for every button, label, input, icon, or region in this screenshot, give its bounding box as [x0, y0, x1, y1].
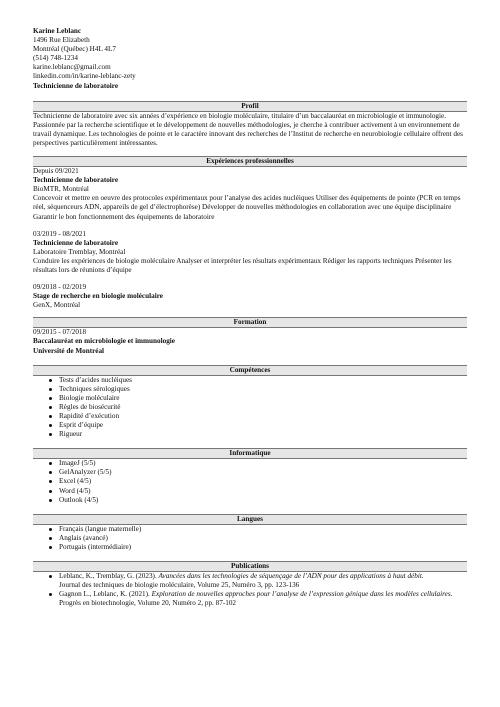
experience-dates: 09/2018 - 02/2019	[33, 283, 87, 292]
candidate-name: Karine Leblanc	[33, 27, 82, 35]
skill-item: Rigueur	[49, 430, 467, 439]
publication-journal: Journal des techniques de biologie moléculaire, Volume 25, Numéro 3, pp. 123-136	[59, 581, 300, 590]
section-header-profile: Profil	[33, 101, 467, 112]
publication-title: Exploration de nouvelles approches pour l’analyse de l’expression génique dans les modèles cellulaires.	[151, 590, 453, 599]
publication-item	[49, 572, 467, 590]
skill-item: Techniques sérologiques	[49, 385, 467, 394]
skill-item: Règles de biosécurité	[49, 403, 467, 412]
skill-item: Rapidité d’exécution	[49, 412, 467, 421]
section-header-languages: Langues	[33, 514, 467, 525]
skill-item: Biologie moléculaire	[49, 394, 467, 403]
address-line: 1496 Rue Elizabeth	[33, 36, 90, 45]
section-header-publications: Publications	[33, 561, 467, 572]
it-item: Word (4/5)	[49, 487, 467, 496]
experience-dates: Depuis 09/2021	[33, 167, 79, 176]
publications-list	[33, 572, 467, 608]
language-item: Anglais (avancé)	[49, 534, 467, 543]
publication-journal: Progrès en biotechnologie, Volume 20, Numéro 2, pp. 87-102	[59, 599, 237, 608]
publication-title: Avancées dans les technologies de séquençage de l’ADN pour des applications à haut débit.	[158, 572, 424, 581]
languages-list	[33, 525, 467, 552]
it-item: Outlook (4/5)	[49, 496, 467, 505]
education-degree: Baccalauréat en microbiologie et immunologie	[33, 337, 175, 346]
it-item: GelAnalyzer (5/5)	[49, 468, 467, 477]
skill-item: Esprit d’équipe	[49, 421, 467, 430]
publication-authors: Leblanc, K., Tremblay, G. (2023).	[59, 572, 157, 581]
education-school: Université de Montréal	[33, 346, 105, 355]
section-header-education: Formation	[33, 317, 467, 328]
language-item: Portugais (intermédiaire)	[49, 543, 467, 552]
phone: (514) 748-1234	[33, 54, 78, 63]
experience-description: Concevoir et mettre en oeuvre des protocoles expérimentaux pour l’analyse des acides nucléiques Utiliser des équipements de pointe (PCR en temps réel, séquenceurs ADN, appareils de gel d’électrophorèse) Développer de nouvelles méthodologies en collaboration avec une équipe disciplinaire Garantir le bon fonctionnement des équipements de laboratoire	[33, 194, 461, 221]
it-list	[33, 459, 467, 504]
email: karine.leblanc@gmail.com	[33, 63, 111, 72]
city-line: Montréal (Québec) H4L 4L7	[33, 45, 116, 54]
it-item: Excel (4/5)	[49, 477, 467, 486]
experience-item	[33, 167, 467, 222]
publication-item	[49, 590, 467, 608]
skill-item: Tests d’acides nucléiques	[49, 376, 467, 385]
publication-authors: Gagnon L., Leblanc, K. (2021).	[59, 590, 150, 599]
experience-company: Laboratoire Tremblay, Montréal	[33, 247, 126, 256]
linkedin: linkedin.com/in/karine-leblanc-zety	[33, 72, 136, 81]
section-header-it: Informatique	[33, 448, 467, 459]
experience-role: Technicienne de laboratoire	[33, 238, 119, 247]
experience-description: Conduire les expériences de biologie moléculaire Analyser et interpréter les résultats expérimentaux Rédiger les rapports techniques Présenter les résultats lors de réunions d’équipe	[33, 256, 452, 274]
contact-block	[33, 27, 467, 91]
language-item: Français (langue maternelle)	[49, 525, 467, 534]
experience-role: Stage de recherche en biologie moléculaire	[33, 292, 163, 301]
experience-dates: 03/2019 - 08/2021	[33, 229, 87, 238]
skills-list	[33, 376, 467, 440]
section-header-skills: Compétences	[33, 365, 467, 376]
section-header-experience: Expériences professionnelles	[33, 156, 467, 167]
education-item	[33, 328, 467, 355]
it-item: ImageJ (5/5)	[49, 459, 467, 468]
education-dates: 09/2015 - 07/2018	[33, 328, 87, 337]
experience-item	[33, 230, 467, 275]
experience-item	[33, 283, 467, 310]
profile-text: Technicienne de laboratoire avec six années d’expérience en biologie moléculaire, titulaire d’un baccalauréat en microbiologie et immunologie. Passionnée par la recherche scientifique et le développement de nouvelles méthodologies, je cherche à contribuer activement à un environnement de travail dynamique. Les technologies de pointe et le caractère innovant des recherches de l’Institut de recherche en neurobiologie cellulaire offrent des perspectives particulièrement intéressantes.	[33, 111, 463, 147]
experience-company: GenX, Montréal	[33, 301, 81, 310]
experience-company: BioMTR, Montréal	[33, 185, 89, 194]
job-title: Technicienne de laboratoire	[33, 81, 119, 90]
experience-role: Technicienne de laboratoire	[33, 176, 119, 185]
